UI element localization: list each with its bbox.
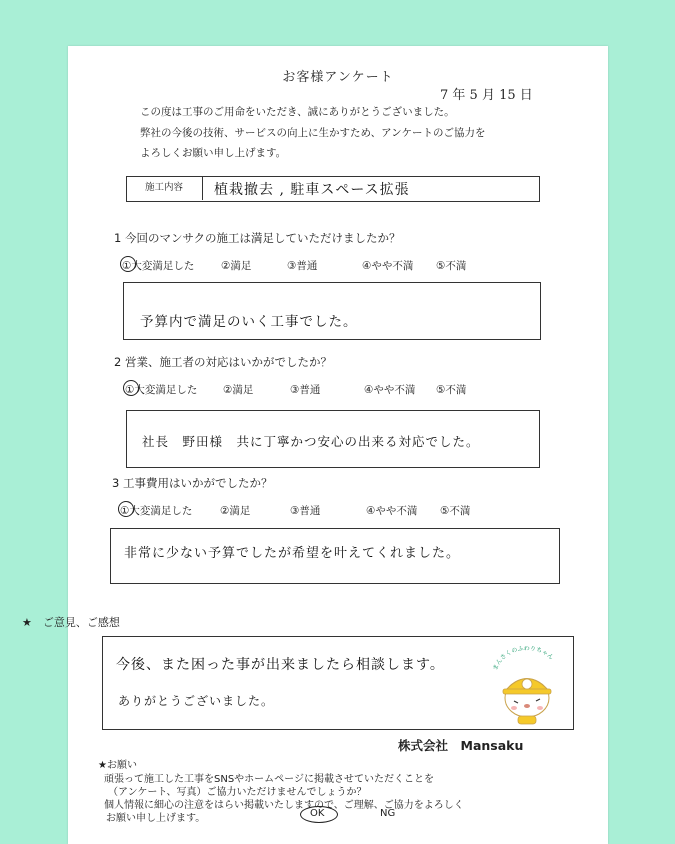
intro-line-1: この度は工事のご用命をいただき、誠にありがとうございました。 [140, 106, 455, 118]
work-content-label: 施工内容 [126, 176, 203, 200]
q3-option-5: ⑤不満 [440, 505, 471, 517]
q1-option-3: ③普通 [287, 260, 318, 272]
question-3: 3 工事費用はいかがでしたか？ [112, 476, 273, 490]
company-name: 株式会社 Mansaku [398, 738, 524, 753]
survey-date: 7 年 5 月 15 日 [440, 88, 533, 103]
q1-answer: 予算内で満足のいく工事でした。 [140, 314, 358, 330]
q1-option-5: ⑤不満 [436, 260, 467, 272]
q3-option-4: ④やや不満 [366, 505, 418, 517]
q3-option-1: ①大変満足した [120, 505, 193, 517]
request-line-1: 頑張って施工した工事をSNSやホームページに掲載させていただくことを [104, 774, 434, 785]
q2-option-5: ⑤不満 [436, 384, 467, 396]
opinion-line-1: 今後、また困った事が出来ましたら相談します。 [116, 657, 445, 673]
q3-answer: 非常に少ない予算でしたが希望を叶えてくれました。 [124, 546, 461, 561]
q1-option-2: ②満足 [221, 260, 252, 272]
request-heading: ★お願い [98, 760, 137, 771]
q2-option-3: ③普通 [290, 384, 321, 396]
q3-option-2: ②満足 [220, 505, 251, 517]
survey-sheet [22, 46, 608, 844]
request-line-3: 個人情報に細心の注意をはらい掲載いたしますので、ご理解、ご協力をよろしく [104, 800, 464, 811]
mascot-illustration [492, 646, 562, 726]
svg-text:まんさくのふわりちゃん [492, 646, 555, 671]
q1-option-1: ①大変満足した [122, 260, 195, 272]
q3-option-3: ③普通 [290, 505, 321, 517]
question-2: 2 営業、施工者の対応はいかがでしたか？ [114, 355, 332, 369]
q1-option-4: ④やや不満 [362, 260, 414, 272]
ok-option: OK [310, 808, 325, 819]
request-line-2: （アンケート、写真）ご協力いただけませんでしょうか？ [108, 787, 367, 798]
mascot-banner: まんさくのふわりちゃん [492, 646, 555, 672]
q2-option-1: ①大変満足した [125, 384, 198, 396]
ng-option: NG [380, 808, 396, 819]
opinion-heading: ★ ご意見、ご感想 [22, 616, 120, 629]
opinion-line-2: ありがとうございました。 [118, 694, 275, 708]
survey-title: お客様アンケート [282, 70, 394, 85]
intro-line-2: 弊社の今後の技術、サービスの向上に生かすため、アンケートのご協力を [140, 127, 486, 139]
q2-option-4: ④やや不満 [364, 384, 416, 396]
q2-option-2: ②満足 [223, 384, 254, 396]
intro-line-3: よろしくお願い申し上げます。 [140, 147, 287, 159]
question-1: 1 今回のマンサクの施工は満足していただけましたか？ [114, 231, 401, 245]
request-line-4: お願い申し上げます。 [106, 813, 206, 824]
q2-answer: 社長 野田様 共に丁寧かつ安心の出来る対応でした。 [142, 434, 480, 449]
work-content-value: 植栽撤去 , 駐車スペース拡張 [214, 182, 410, 198]
